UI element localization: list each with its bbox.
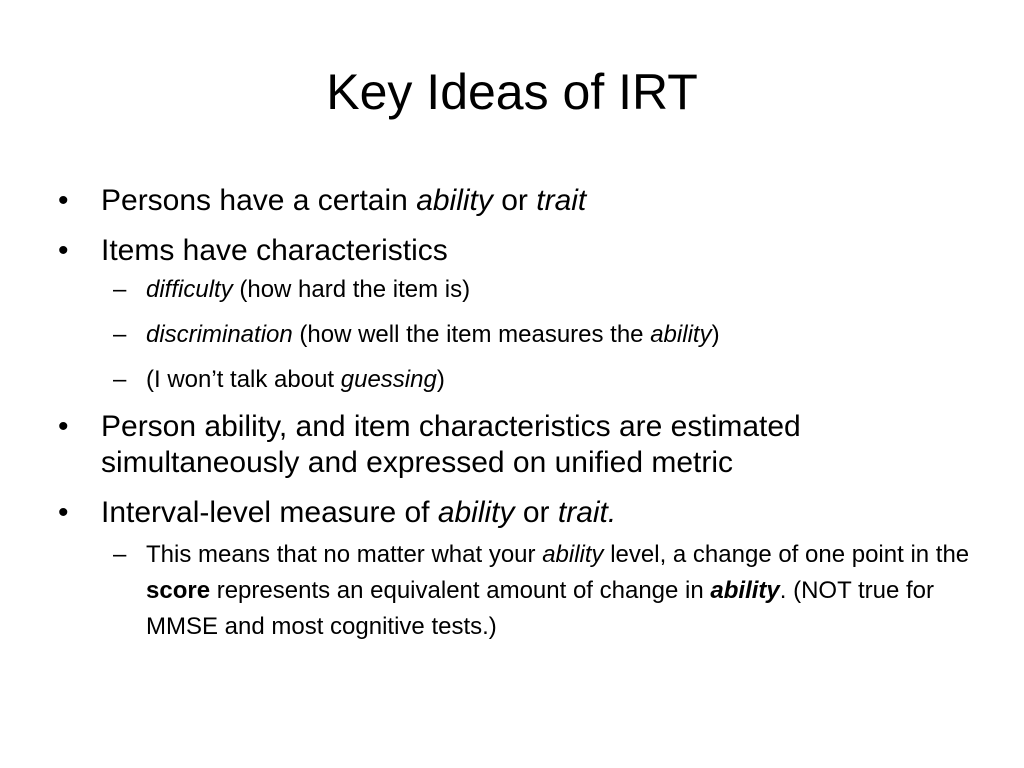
bullet-marker: • [58, 410, 69, 443]
sub-bullet-group-characteristics [58, 275, 978, 395]
sub-bullet-marker: – [113, 366, 127, 393]
bullet-text: or [514, 496, 558, 529]
bullet-simultaneous-estimation [58, 409, 978, 481]
sub-bullet-guessing [58, 365, 978, 395]
bullet-persons-ability [58, 183, 978, 219]
bullet-interval-level [58, 495, 978, 531]
sub-bullet-text: (how well the item measures the [292, 321, 651, 348]
emphasis-ability-bold: ability [710, 577, 780, 604]
emphasis-ability: ability [542, 541, 604, 568]
emphasis-ability: ability [437, 496, 515, 529]
emphasis-ability: ability [650, 321, 712, 348]
emphasis-discrimination: discrimination [146, 321, 293, 348]
emphasis-difficulty: difficulty [146, 276, 233, 303]
sub-bullet-discrimination [58, 320, 978, 350]
bullet-text: Interval-level measure of [101, 496, 438, 529]
sub-bullet-text: represents an equivalent amount of change in [210, 577, 711, 604]
bullet-text: or [492, 184, 537, 217]
sub-bullet-difficulty [58, 275, 978, 305]
sub-bullet-marker: – [113, 276, 127, 303]
bullet-text: Persons have a certain [101, 184, 417, 217]
sub-bullet-text: level, a change of one point in the [603, 541, 970, 568]
emphasis-ability: ability [416, 184, 493, 217]
sub-bullet-marker: – [113, 321, 127, 348]
bullet-marker: • [58, 184, 69, 217]
sub-bullet-text: This means that no matter what your [146, 541, 543, 568]
sub-bullet-text: (I won’t talk about [146, 366, 341, 393]
emphasis-trait: trait. [557, 496, 617, 529]
bullet-items-characteristics [58, 233, 978, 269]
sub-bullet-marker: – [113, 541, 127, 568]
sub-bullet-text: . (NOT true for MMSE and most cognitive tests.) [146, 577, 935, 640]
bullet-text: Items have characteristics [101, 234, 448, 267]
emphasis-guessing: guessing [340, 366, 437, 393]
bullet-text: Person ability, and item characteristics are estimated simultaneously and expressed on unified metric [101, 410, 801, 479]
bullet-marker: • [58, 496, 69, 529]
emphasis-trait: trait [536, 184, 587, 217]
emphasis-score: score [146, 577, 211, 604]
slide-body [58, 183, 978, 660]
sub-bullet-text: ) [436, 366, 445, 393]
sub-bullet-text: ) [711, 321, 720, 348]
sub-bullet-text: (how hard the item is) [232, 276, 471, 303]
slide-title: Key Ideas of IRT [326, 64, 698, 120]
bullet-marker: • [58, 234, 69, 267]
sub-bullet-interval-explanation [58, 537, 978, 645]
